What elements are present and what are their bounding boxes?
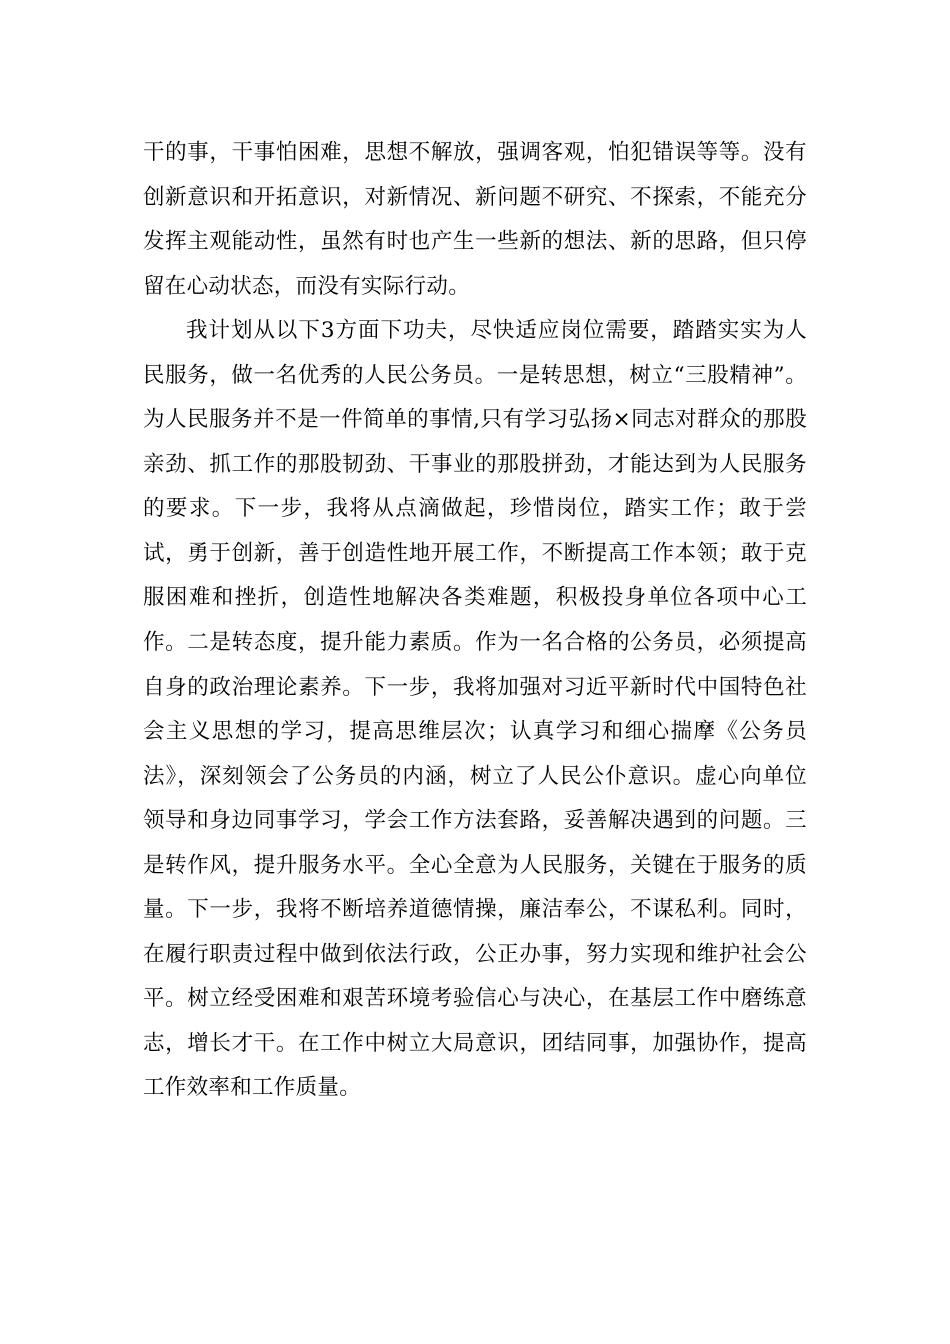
document-body (143, 131, 807, 1111)
paragraph-plan: 我计划从以下3方面下功夫，尽快适应岗位需要，踏踏实实为人民服务，做一名优秀的人民公务员。一是转思想，树立“三股精神”。为人民服务并不是一件简单的事情,只有学习弘扬×同志对群众的那股亲劲、抓工作的那股韧劲、干事业的那股拼劲，才能达到为人民服务的要求。下一步，我将从点滴做起，珍惜岗位，踏实工作；敢于尝试，勇于创新，善于创造性地开展工作，不断提高工作本领；敢于克服困难和挫折，创造性地解决各类难题，积极投身单位各项中心工作。二是转态度，提升能力素质。作为一名合格的公务员，必须提高自身的政治理论素养。下一步，我将加强对习近平新时代中国特色社会主义思想的学习，提高思维层次；认真学习和细心揣摩《公务员法》，深刻领会了公务员的内涵，树立了人民公仆意识。虚心向单位领导和身边同事学习，学会工作方法套路，妥善解决遇到的问题。三是转作风，提升服务水平。全心全意为人民服务，关键在于服务的质量。下一步，我将不断培养道德情操，廉洁奉公，不谋私利。同时，在履行职责过程中做到依法行政，公正办事，努力实现和维护社会公平。树立经受困难和艰苦环境考验信心与决心，在基层工作中磨练意志，增长才干。在工作中树立大局意识，团结同事，加强协作，提高工作效率和工作质量。 (143, 318, 807, 1101)
paragraph-continued: 干的事，干事怕困难，思想不解放，强调客观，怕犯错误等等。没有创新意识和开拓意识，对新情况、新问题不研究、不探索，不能充分发挥主观能动性，虽然有时也产生一些新的想法、新的思路，但只停留在心动状态，而没有实际行动。 (143, 140, 807, 299)
